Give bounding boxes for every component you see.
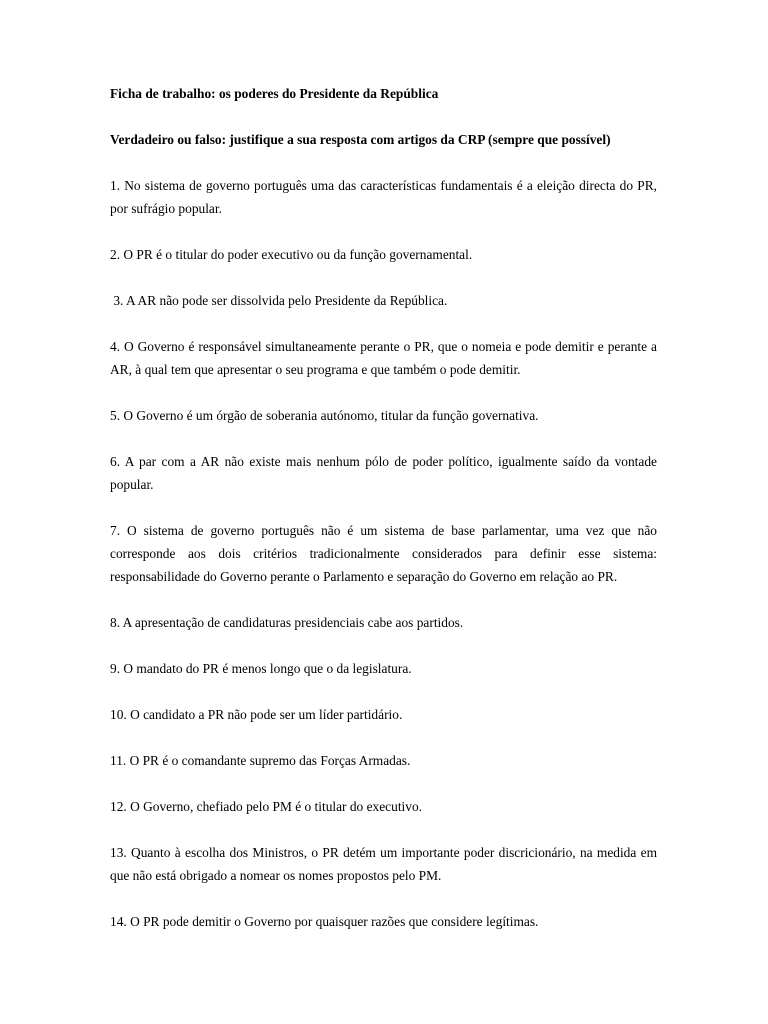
question-item: 5. O Governo é um órgão de soberania autónomo, titular da função governativa. — [110, 408, 539, 423]
question-item: 2. O PR é o titular do poder executivo ou da função governamental. — [110, 247, 473, 262]
question-item: 3. A AR não pode ser dissolvida pelo Presidente da República. — [110, 293, 448, 308]
question-item: 14. O PR pode demitir o Governo por quaisquer razões que considere legítimas. — [110, 914, 539, 929]
question-list — [110, 174, 657, 933]
question-item: 8. A apresentação de candidaturas presidenciais cabe aos partidos. — [110, 615, 464, 630]
question-item: 9. O mandato do PR é menos longo que o da legislatura. — [110, 661, 412, 676]
question-item: 13. Quanto à escolha dos Ministros, o PR detém um importante poder discricionário, na medida em que não está obrigado a nomear os nomes propostos pelo PM. — [110, 845, 657, 883]
document-subtitle: Verdadeiro ou falso: justifique a sua resposta com artigos da CRP (sempre que possível) — [110, 132, 611, 147]
question-item: 10. O candidato a PR não pode ser um líder partidário. — [110, 707, 403, 722]
question-item: 4. O Governo é responsável simultaneamente perante o PR, que o nomeia e pode demitir e perante a AR, à qual tem que apresentar o seu programa e que também o pode demitir. — [110, 339, 657, 377]
question-item: 6. A par com a AR não existe mais nenhum pólo de poder político, igualmente saído da vontade popular. — [110, 454, 657, 492]
document-page — [110, 84, 657, 933]
question-item: 1. No sistema de governo português uma das características fundamentais é a eleição directa do PR, por sufrágio popular. — [110, 178, 657, 216]
document-title: Ficha de trabalho: os poderes do Presidente da República — [110, 86, 439, 101]
question-item: 11. O PR é o comandante supremo das Forças Armadas. — [110, 753, 411, 768]
question-item: 12. O Governo, chefiado pelo PM é o titular do executivo. — [110, 799, 422, 814]
question-item: 7. O sistema de governo português não é um sistema de base parlamentar, uma vez que não corresponde aos dois critérios tradicionalmente considerados para definir esse sistema: responsabilidade do Governo perante o Parlamento e separação do Governo em relação ao PR. — [110, 523, 657, 584]
